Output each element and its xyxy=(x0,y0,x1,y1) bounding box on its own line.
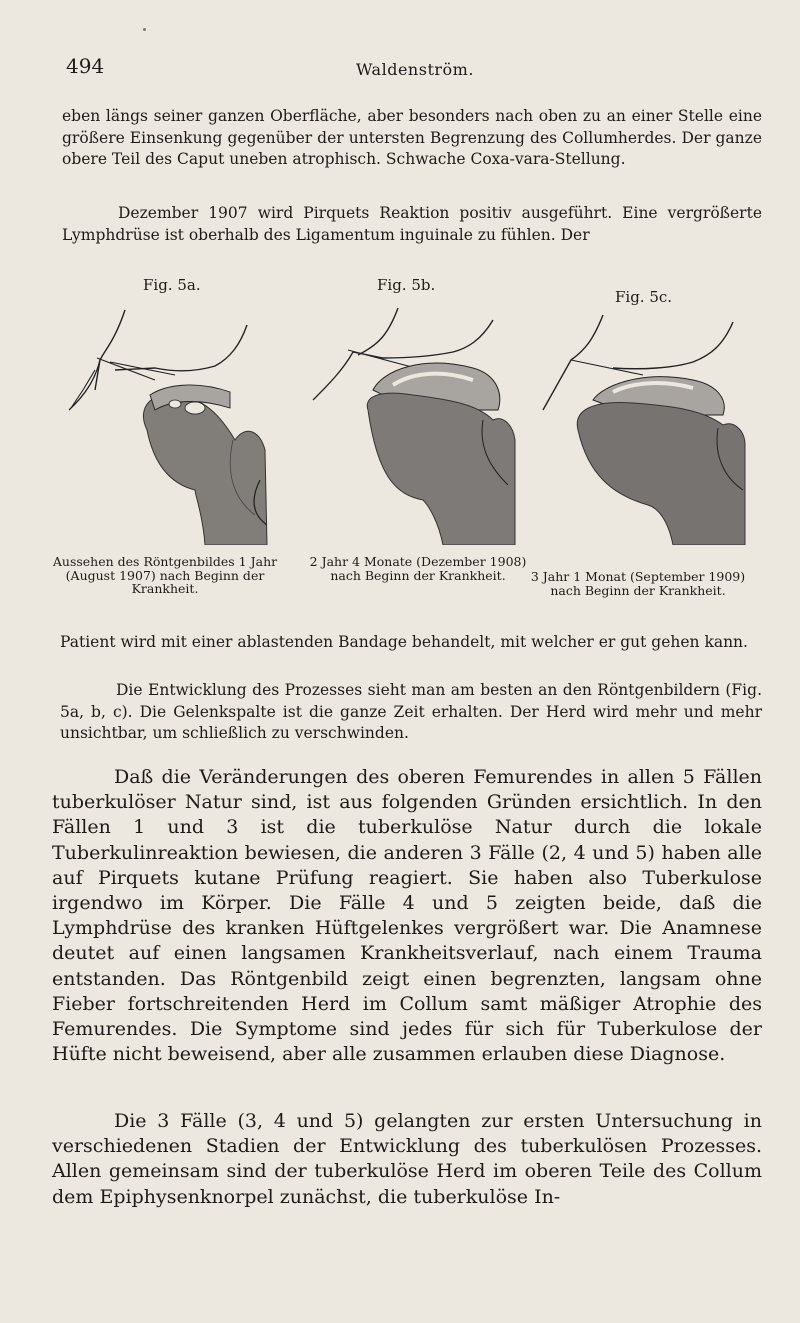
paragraph-three-cases: Die 3 Fälle (3, 4 und 5) gelangten zur ersten Untersuchung in verschiedenen Stadien der Entwicklung des tuberkulösen Prozesses. Allen gemeinsam sind der tuberkulöse Herd im oberen Teile des Collum dem Epiphysenknorpel zunächst, die tuberkulöse In- xyxy=(52,1110,762,1208)
figure-5c xyxy=(530,270,753,615)
femur-xray-5a-illustration xyxy=(55,300,275,545)
femur-xray-5c-illustration xyxy=(533,300,753,545)
page-number: 494 xyxy=(66,54,105,78)
paragraph-pirquet: Dezember 1907 wird Pirquets Reaktion positiv ausgeführt. Eine vergrößerte Lymphdrüse ist oberhalb des Ligamentum inguinale zu fühlen. Der xyxy=(62,204,762,244)
figure-caption: Aussehen des Röntgenbildes 1 Jahr (August 1907) nach Beginn der Krankheit. xyxy=(52,554,278,596)
figure-caption: 3 Jahr 1 Monat (September 1909) nach Beginn der Krankheit. xyxy=(530,569,746,598)
page-header xyxy=(66,54,760,84)
figure-group xyxy=(52,270,765,615)
figure-5b xyxy=(303,270,527,615)
ink-speck xyxy=(143,28,146,31)
paragraph-development: Die Entwicklung des Prozesses sieht man am besten an den Röntgenbildern (Fig. 5a, b, c). Die Gelenkspalte ist die ganze Zeit erhalten. Der Herd wird mehr und mehr unsichtbar, um schließlich zu verschwinden. xyxy=(60,681,762,742)
femur-xray-5b-illustration xyxy=(303,300,523,545)
paragraph-case-continuation: eben längs seiner ganzen Oberfläche, aber besonders nach oben zu an einer Stelle eine größere Einsenkung gegenüber der untersten Begrenzung des Collumherdes. Der ganze obere Teil des Caput uneben atrophisch. Schwache Coxa-vara-Stellung. xyxy=(62,107,762,168)
paragraph-bandage: Patient wird mit einer ablastenden Bandage behandelt, mit welcher er gut gehen kann. xyxy=(60,633,748,651)
running-head: Waldenström. xyxy=(356,60,474,79)
figure-caption: 2 Jahr 4 Monate (Dezember 1908) nach Beginn der Krankheit. xyxy=(309,554,527,583)
figure-label: Fig. 5a. xyxy=(143,276,201,294)
figure-label: Fig. 5b. xyxy=(377,276,436,294)
figure-label: Fig. 5c. xyxy=(615,288,673,306)
paragraph-tuberculosis-nature: Daß die Veränderungen des oberen Femurendes in allen 5 Fällen tuberkulöser Natur sind, ist aus folgenden Gründen ersichtlich. In den Fällen 1 und 3 ist die tuberkulöse Natur durch die lokale Tuberkulinreaktion bewiesen, die anderen 3 Fälle (2, 4 und 5) haben alle auf Pirquets kutane Prüfung reagiert. Sie haben also Tuberkulose irgendwo im Körper. Die Fälle 4 und 5 zeigten beide, daß die Lymphdrüse des kranken Hüftgelenkes vergrößert war. Die Anamnese deutet auf einen langsamen Krankheitsverlauf, nach einem Trauma entstanden. Das Röntgenbild zeigt einen begrenzten, langsam ohne Fieber fortschreitenden Herd im Collum samt mäßiger Atrophie des Femurendes. Die Symptome sind jedes für sich für Tuberkulose der Hüfte nicht beweisend, aber alle zusammen erlauben diese Diagnose. xyxy=(52,766,762,1066)
figure-5a xyxy=(52,270,278,615)
